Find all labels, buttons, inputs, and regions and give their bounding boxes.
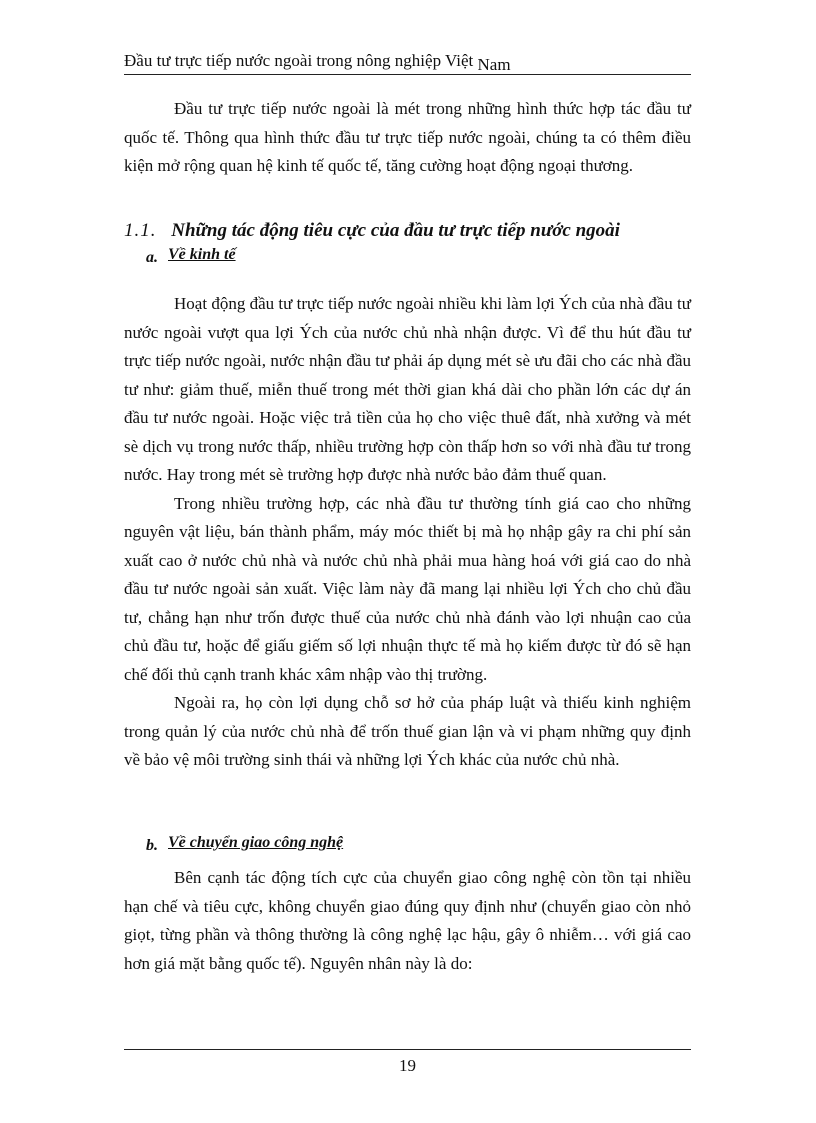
subsection-a-paragraph-2: Trong nhiều trường hợp, các nhà đầu tư thường tính giá cao cho những nguyên vật liệu, bán thành phẩm, máy móc thiết bị mà họ nhập gây ra chi phí sản xuất cao ở nước chủ nhà và nước chủ nhà phải mua hàng hoá với giá cao do nhà đầu tư nước ngoài sản xuất. Việc làm này đã mang lại nhiều lợi Ých cho chủ đầu tư, chẳng hạn như trốn được thuế của nước chủ nhà đánh vào lợi nhuận cao của chủ đầu tư, hoặc để giấu giếm số lợi nhuận thực tế mà họ kiếm được từ đó sẽ hạn chế đối thủ cạnh tranh khác xâm nhập vào thị trường. — [124, 493, 691, 684]
section-number: 1.1. — [124, 220, 157, 241]
footer-divider — [124, 1049, 691, 1050]
header-title-tail: Nam — [477, 55, 511, 74]
running-header — [124, 50, 691, 75]
subsection-a-body — [124, 290, 691, 775]
header-title: Đầu tư trực tiếp nước ngoài trong nông nghiệp Việt — [124, 51, 474, 70]
subsection-b-paragraph: Bên cạnh tác động tích cực của chuyển giao công nghệ còn tồn tại nhiều hạn chế và tiêu cực, không chuyển giao đúng quy định như (chuyển giao còn nhỏ giọt, từng phần và thông thường là công nghệ lạc hậu, gây ô nhiễm… với giá cao hơn giá mặt bằng quốc tế). Nguyên nhân này là do: — [124, 868, 691, 973]
subsection-a-paragraph-1: Hoạt động đầu tư trực tiếp nước ngoài nhiều khi làm lợi Ých của nhà đầu tư nước ngoài vượt qua lợi Ých của nước chủ nhà nhận được. Vì để thu hút đầu tư trực tiếp nước ngoài, nước nhận đầu tư phải áp dụng mét sè ưu đãi cho các nhà đầu tư như: giảm thuế, miễn thuế trong mét thời gian khá dài cho phần lớn các dự án đầu tư nước ngoài. Hoặc việc trả tiền của họ cho việc thuê đất, nhà xưởng và mét sè dịch vụ trong nước thấp, nhiều trường hợp còn thấp hơn so với nhà đầu tư trong nước. Hay trong mét sè trường hợp được nhà nước bảo đảm thuế quan. — [124, 294, 691, 484]
subsection-b-body — [124, 864, 691, 978]
subsection-a-title: Về kinh tế — [168, 246, 236, 263]
subsection-b-letter: b. — [146, 837, 158, 854]
subsection-a-paragraph-3: Ngoài ra, họ còn lợi dụng chỗ sơ hở của pháp luật và thiếu kinh nghiệm trong quản lý của nước chủ nhà để trốn thuế gian lận và vi phạm những quy định về bảo vệ môi trường sinh thái và những lợi Ých khác của nước chủ nhà. — [124, 693, 691, 769]
subsection-a-heading — [146, 246, 236, 264]
section-heading — [124, 220, 620, 242]
page-number: 19 — [399, 1056, 416, 1075]
intro-block — [124, 95, 691, 181]
section-title: Những tác động tiêu cực của đầu tư trực tiếp nước ngoài — [171, 220, 620, 241]
subsection-b-title: Về chuyển giao công nghệ — [168, 834, 344, 851]
subsection-b-heading — [146, 834, 343, 852]
intro-paragraph: Đầu tư trực tiếp nước ngoài là mét trong những hình thức hợp tác đầu tư quốc tế. Thông qua hình thức đầu tư trực tiếp nước ngoài, chúng ta có thêm điều kiện mở rộng quan hệ kinh tế quốc tế, tăng cường hoạt động ngoại thương. — [124, 99, 691, 175]
subsection-a-letter: a. — [146, 249, 158, 266]
